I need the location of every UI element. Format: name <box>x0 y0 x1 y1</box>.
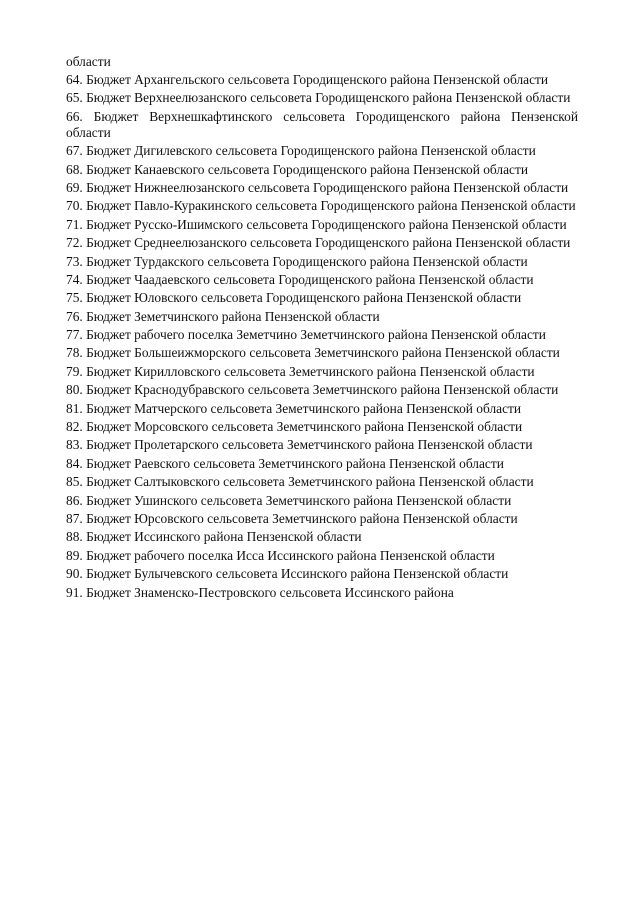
list-item <box>66 309 578 325</box>
list-item-text: Бюджет Турдакского сельсовета Городищенского района Пензенской области <box>86 253 528 269</box>
list-item-number: 81. <box>66 400 83 416</box>
list-item-text: Бюджет Русско-Ишимского сельсовета Городищенского района Пензенской области <box>86 216 567 232</box>
list-item-text: Бюджет Верхнешкафтинского сельсовета Городищенского района Пензенской области <box>66 108 578 140</box>
list-item-text: Бюджет Земетчинского района Пензенской области <box>86 308 380 324</box>
list-item-text: Бюджет Чаадаевского сельсовета Городищенского района Пензенской области <box>86 271 534 287</box>
list-item-number: 71. <box>66 216 83 232</box>
list-item-text: Бюджет Среднеелюзанского сельсовета Городищенского района Пензенской области <box>86 235 571 251</box>
list-item-number: 74. <box>66 271 83 287</box>
list-item <box>66 382 578 398</box>
list-item-number: 87. <box>66 510 83 526</box>
list-item <box>66 456 578 472</box>
list-item <box>66 493 578 509</box>
list-item <box>66 72 578 88</box>
list-item <box>66 235 578 251</box>
list-item-number: 66. <box>66 108 83 124</box>
list-item <box>66 345 578 361</box>
list-item-text: Бюджет Ушинского сельсовета Земетчинского района Пензенской области <box>86 492 512 508</box>
list-item-number: 68. <box>66 161 83 177</box>
list-item-number: 80. <box>66 382 83 398</box>
list-item-number: 67. <box>66 143 83 159</box>
list-item <box>66 511 578 527</box>
list-item-text: Бюджет Морсовского сельсовета Земетчинского района Пензенской области <box>86 419 523 435</box>
budget-list <box>66 72 578 601</box>
list-item-number: 83. <box>66 437 83 453</box>
list-item-text: Бюджет Юловского сельсовета Городищенского района Пензенской области <box>86 290 522 306</box>
list-item-text: Бюджет Дигилевского сельсовета Городищенского района Пензенской области <box>86 143 536 159</box>
list-item-number: 88. <box>66 529 83 545</box>
list-item-number: 75. <box>66 290 83 306</box>
list-item-text: Бюджет Архангельского сельсовета Городищенского района Пензенской области <box>86 72 549 87</box>
list-item-text: Бюджет Пролетарского сельсовета Земетчинского района Пензенской области <box>86 437 533 453</box>
list-item-number: 89. <box>66 547 83 563</box>
list-item <box>66 529 578 545</box>
list-item-text: Бюджет Иссинского района Пензенской области <box>86 529 362 545</box>
list-item <box>66 585 578 601</box>
list-item <box>66 327 578 343</box>
list-item-number: 77. <box>66 327 83 343</box>
leading-fragment: области <box>66 54 111 69</box>
list-item <box>66 364 578 380</box>
list-item <box>66 548 578 564</box>
list-item <box>66 90 578 106</box>
list-item-text: Бюджет Знаменско-Пестровского сельсовета Иссинского района <box>86 584 454 600</box>
list-item-text: Бюджет Раевского сельсовета Земетчинского района Пензенской области <box>86 455 504 471</box>
list-item-number: 72. <box>66 235 83 251</box>
list-item <box>66 180 578 196</box>
list-item <box>66 566 578 582</box>
list-item-number: 73. <box>66 253 83 269</box>
list-item <box>66 401 578 417</box>
list-item <box>66 162 578 178</box>
list-item <box>66 419 578 435</box>
list-item-number: 69. <box>66 179 83 195</box>
list-item <box>66 109 578 141</box>
list-item-text: Бюджет Павло-Куракинского сельсовета Городищенского района Пензенской области <box>86 198 576 214</box>
list-item-number: 79. <box>66 363 83 379</box>
list-item-text: Бюджет Кирилловского сельсовета Земетчинского района Пензенской области <box>86 363 535 379</box>
list-item-number: 91. <box>66 584 83 600</box>
list-item-text: Бюджет Юрсовского сельсовета Земетчинского района Пензенской области <box>86 510 518 526</box>
list-item-number: 76. <box>66 308 83 324</box>
list-item-number: 65. <box>66 90 83 106</box>
list-item-number: 64. <box>66 72 83 87</box>
document-page <box>66 54 578 603</box>
list-item-number: 82. <box>66 419 83 435</box>
list-item-number: 90. <box>66 566 83 582</box>
list-item-text: Бюджет Большеижморского сельсовета Земетчинского района Пензенской области <box>86 345 560 361</box>
list-item <box>66 272 578 288</box>
list-item <box>66 217 578 233</box>
list-item-number: 78. <box>66 345 83 361</box>
list-item-text: Бюджет Канаевского сельсовета Городищенского района Пензенской области <box>86 161 528 177</box>
list-item <box>66 198 578 214</box>
list-item-number: 84. <box>66 455 83 471</box>
list-item <box>66 143 578 159</box>
list-item-text: Бюджет рабочего поселка Земетчино Земетчинского района Пензенской области <box>86 327 546 343</box>
list-item-text: Бюджет Матчерского сельсовета Земетчинского района Пензенской области <box>86 400 522 416</box>
list-item-number: 86. <box>66 492 83 508</box>
list-item <box>66 290 578 306</box>
list-item <box>66 254 578 270</box>
list-item-number: 70. <box>66 198 83 214</box>
list-item-number: 85. <box>66 474 83 490</box>
list-item-text: Бюджет Краснодубравского сельсовета Земетчинского района Пензенской области <box>86 382 559 398</box>
list-item-text: Бюджет Салтыковского сельсовета Земетчинского района Пензенской области <box>86 474 534 490</box>
list-item <box>66 437 578 453</box>
list-item-text: Бюджет Булычевского сельсовета Иссинского района Пензенской области <box>86 566 509 582</box>
list-item-text: Бюджет рабочего поселка Исса Иссинского района Пензенской области <box>86 547 495 563</box>
list-item <box>66 474 578 490</box>
list-item-text: Бюджет Верхнеелюзанского сельсовета Городищенского района Пензенской области <box>86 90 571 106</box>
list-item-text: Бюджет Нижнеелюзанского сельсовета Городищенского района Пензенской области <box>86 179 569 195</box>
